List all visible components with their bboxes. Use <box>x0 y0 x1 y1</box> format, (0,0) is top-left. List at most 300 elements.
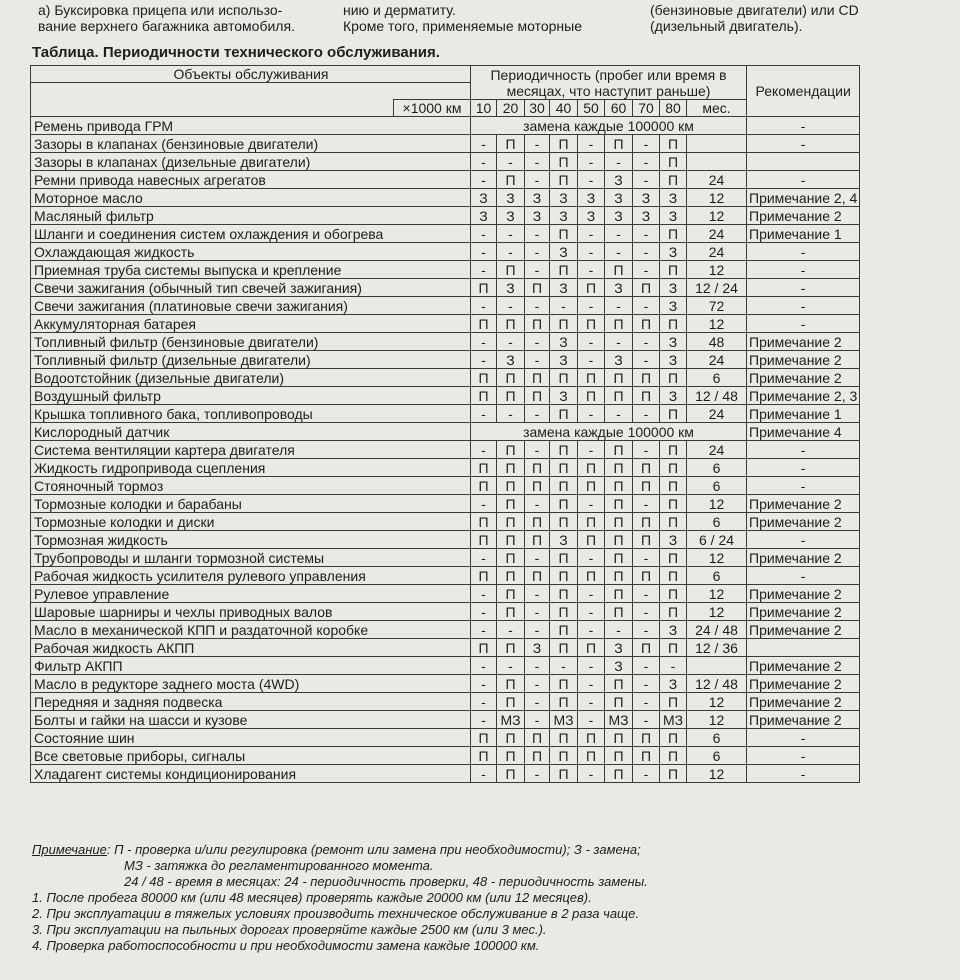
row-interval-cell: - <box>497 153 525 171</box>
legend-line-3: 24 / 48 - время в месяцах: 24 - периодичность проверки, 48 - периодичность замены. <box>124 874 648 889</box>
row-interval-cell: З <box>550 387 578 405</box>
row-interval-cell: П <box>471 729 497 747</box>
table-row <box>31 585 860 603</box>
row-interval-cell: З <box>578 189 605 207</box>
row-interval-cell: - <box>525 549 550 567</box>
row-recommendation: - <box>747 243 860 261</box>
row-recommendation: Примечание 2 <box>747 711 860 729</box>
row-interval-cell: З <box>525 207 550 225</box>
row-item-name: Зазоры в клапанах (бензиновые двигатели) <box>31 135 471 153</box>
row-interval-cell: П <box>497 315 525 333</box>
row-months-cell: 24 <box>687 405 747 423</box>
row-interval-cell: П <box>605 387 633 405</box>
row-interval-cell: П <box>660 567 687 585</box>
row-interval-cell: П <box>525 729 550 747</box>
row-recommendation: - <box>747 117 860 135</box>
row-interval-cell: - <box>525 171 550 189</box>
row-interval-cell: П <box>660 729 687 747</box>
notes <box>32 842 648 954</box>
row-interval-cell: - <box>497 405 525 423</box>
row-interval-cell: П <box>660 261 687 279</box>
row-interval-cell: - <box>471 675 497 693</box>
row-interval-cell: МЗ <box>550 711 578 729</box>
row-item-name: Болты и гайки на шасси и кузове <box>31 711 471 729</box>
row-interval-cell: П <box>660 369 687 387</box>
row-months-cell: 6 <box>687 513 747 531</box>
row-item-name: Масло в механической КПП и раздаточной коробке <box>31 621 471 639</box>
row-interval-cell: П <box>633 729 660 747</box>
row-interval-cell: П <box>605 549 633 567</box>
row-interval-cell: З <box>550 333 578 351</box>
row-interval-cell: П <box>525 513 550 531</box>
row-interval-cell: - <box>633 549 660 567</box>
row-interval-cell: П <box>605 513 633 531</box>
row-interval-cell: П <box>578 531 605 549</box>
row-interval-cell: П <box>550 261 578 279</box>
row-interval-cell: П <box>471 531 497 549</box>
row-interval-cell: - <box>497 225 525 243</box>
row-interval-cell: П <box>497 549 525 567</box>
row-recommendation: Примечание 2 <box>747 495 860 513</box>
row-interval-cell: П <box>471 369 497 387</box>
row-item-name: Топливный фильтр (дизельные двигатели) <box>31 351 471 369</box>
table-row <box>31 765 860 783</box>
row-interval-cell: - <box>633 351 660 369</box>
row-interval-cell: - <box>497 657 525 675</box>
row-interval-cell: П <box>550 675 578 693</box>
row-recommendation: Примечание 2, 4 <box>747 189 860 207</box>
row-months-cell: 6 <box>687 477 747 495</box>
row-item-name: Рабочая жидкость усилителя рулевого управления <box>31 567 471 585</box>
row-recommendation: Примечание 2 <box>747 549 860 567</box>
row-interval-cell: - <box>525 225 550 243</box>
row-recommendation: Примечание 2 <box>747 675 860 693</box>
row-interval-cell: П <box>471 639 497 657</box>
row-interval-cell: П <box>633 369 660 387</box>
row-interval-cell: З <box>660 531 687 549</box>
row-recommendation: Примечание 4 <box>747 423 860 441</box>
row-recommendation: - <box>747 297 860 315</box>
row-item-name: Состояние шин <box>31 729 471 747</box>
row-item-name: Ремень привода ГРМ <box>31 117 471 135</box>
row-interval-cell: П <box>471 747 497 765</box>
row-interval-cell: П <box>605 477 633 495</box>
row-recommendation: Примечание 2 <box>747 657 860 675</box>
header-objects: Объекты обслуживания <box>31 66 471 83</box>
row-interval-cell: П <box>633 747 660 765</box>
table-row <box>31 549 860 567</box>
row-interval-cell: П <box>550 369 578 387</box>
row-interval-cell: - <box>578 657 605 675</box>
row-item-name: Масляный фильтр <box>31 207 471 225</box>
row-interval-cell: П <box>497 729 525 747</box>
row-interval-cell: - <box>471 549 497 567</box>
row-interval-cell: П <box>633 477 660 495</box>
footnote: 4. Проверка работоспособности и при необходимости замена каждые 100000 км. <box>32 938 540 953</box>
row-interval-cell: П <box>660 441 687 459</box>
row-months-cell: 48 <box>687 333 747 351</box>
row-interval-cell: П <box>497 531 525 549</box>
row-interval-cell: - <box>525 153 550 171</box>
row-interval-cell: З <box>605 351 633 369</box>
row-interval-cell: З <box>633 207 660 225</box>
row-interval-cell: П <box>605 315 633 333</box>
row-interval-cell: П <box>550 693 578 711</box>
row-interval-cell: П <box>633 315 660 333</box>
row-interval-cell: П <box>550 567 578 585</box>
row-interval-cell: З <box>497 351 525 369</box>
row-interval-cell: - <box>525 657 550 675</box>
row-months-cell: 12 / 48 <box>687 387 747 405</box>
row-interval-cell: З <box>605 639 633 657</box>
row-interval-cell: З <box>497 189 525 207</box>
table-row <box>31 675 860 693</box>
row-interval-cell: П <box>525 459 550 477</box>
row-interval-cell: П <box>497 261 525 279</box>
row-interval-cell: - <box>471 765 497 783</box>
row-interval-cell: З <box>660 675 687 693</box>
table-row <box>31 621 860 639</box>
row-interval-cell: З <box>605 279 633 297</box>
row-interval-cell: - <box>578 135 605 153</box>
header-blank <box>31 100 394 117</box>
row-interval-cell: - <box>471 657 497 675</box>
top-text-column-3: (бензиновые двигатели) или CD (дизельный двигатель). <box>650 2 859 34</box>
row-item-name: Тормозные колодки и барабаны <box>31 495 471 513</box>
row-interval-cell: П <box>660 495 687 513</box>
row-interval-cell: П <box>471 459 497 477</box>
row-interval-cell: П <box>660 513 687 531</box>
row-recommendation: - <box>747 459 860 477</box>
row-interval-cell: П <box>578 729 605 747</box>
row-interval-cell: - <box>578 333 605 351</box>
row-interval-cell: П <box>633 639 660 657</box>
row-interval-cell: - <box>525 135 550 153</box>
row-item-name: Свечи зажигания (платиновые свечи зажигания) <box>31 297 471 315</box>
row-months-cell: 12 <box>687 495 747 513</box>
row-interval-cell: П <box>550 639 578 657</box>
table-heading: Таблица. Периодичности технического обслуживания. <box>32 44 440 61</box>
row-interval-cell: П <box>550 585 578 603</box>
row-interval-cell: З <box>660 351 687 369</box>
row-interval-span: замена каждые 100000 км <box>471 423 747 441</box>
footnote: 3. При эксплуатации на пыльных дорогах проверяйте каждые 2500 км (или 3 мес.). <box>32 922 547 937</box>
row-recommendation: - <box>747 441 860 459</box>
row-item-name: Стояночный тормоз <box>31 477 471 495</box>
row-interval-cell: - <box>471 297 497 315</box>
row-months-cell: 12 <box>687 693 747 711</box>
row-interval-cell: З <box>550 207 578 225</box>
row-interval-cell: П <box>605 531 633 549</box>
footnote: 1. После пробега 80000 км (или 48 месяцев) проверять каждые 20000 км (или 12 месяцев). <box>32 890 592 905</box>
table-row <box>31 513 860 531</box>
header-km-10: 10 <box>471 100 497 117</box>
row-interval-cell: П <box>471 477 497 495</box>
row-interval-cell: П <box>605 459 633 477</box>
preceding-text <box>0 0 960 36</box>
row-interval-cell: - <box>660 657 687 675</box>
maintenance-table <box>30 65 860 783</box>
row-interval-cell: - <box>471 153 497 171</box>
top-text-column-2: нию и дерматиту. Кроме того, применяемые моторные <box>343 2 583 34</box>
row-interval-cell: П <box>497 693 525 711</box>
row-interval-cell: - <box>633 603 660 621</box>
row-interval-cell: П <box>605 729 633 747</box>
table-row <box>31 531 860 549</box>
row-months-cell <box>687 657 747 675</box>
row-item-name: Водоотстойник (дизельные двигатели) <box>31 369 471 387</box>
row-interval-cell: МЗ <box>497 711 525 729</box>
row-recommendation: Примечание 2 <box>747 585 860 603</box>
row-months-cell: 12 <box>687 189 747 207</box>
table-row <box>31 297 860 315</box>
row-months-cell: 6 <box>687 369 747 387</box>
row-interval-cell: П <box>550 441 578 459</box>
row-item-name: Охлаждающая жидкость <box>31 243 471 261</box>
row-item-name: Ремни привода навесных агрегатов <box>31 171 471 189</box>
row-interval-cell: П <box>550 171 578 189</box>
row-interval-cell: - <box>633 657 660 675</box>
row-interval-cell: П <box>660 549 687 567</box>
row-interval-cell: - <box>578 351 605 369</box>
legend-line-1: Примечание: П - проверка и/или регулировка (ремонт или замена при необходимости); З - замена; <box>32 842 641 857</box>
row-interval-cell: - <box>471 711 497 729</box>
row-interval-cell: П <box>633 387 660 405</box>
row-months-cell: 12 <box>687 207 747 225</box>
row-interval-cell: - <box>471 135 497 153</box>
row-interval-cell: П <box>660 315 687 333</box>
row-item-name: Жидкость гидропривода сцепления <box>31 459 471 477</box>
row-interval-cell: П <box>578 513 605 531</box>
row-interval-cell: З <box>605 657 633 675</box>
row-interval-cell: З <box>578 207 605 225</box>
row-months-cell: 6 <box>687 567 747 585</box>
row-interval-cell: П <box>497 585 525 603</box>
row-item-name: Топливный фильтр (бензиновые двигатели) <box>31 333 471 351</box>
row-interval-cell: П <box>660 459 687 477</box>
row-interval-cell: П <box>497 369 525 387</box>
row-item-name: Трубопроводы и шланги тормозной системы <box>31 549 471 567</box>
row-interval-cell: П <box>605 585 633 603</box>
notes-title: Примечание <box>32 842 107 857</box>
row-interval-cell: П <box>578 747 605 765</box>
row-interval-cell: П <box>660 405 687 423</box>
row-interval-cell: - <box>525 243 550 261</box>
row-interval-cell: З <box>497 279 525 297</box>
row-interval-cell: - <box>471 171 497 189</box>
row-interval-cell: - <box>633 621 660 639</box>
row-interval-cell: П <box>605 747 633 765</box>
row-interval-cell: З <box>497 207 525 225</box>
row-item-name: Зазоры в клапанах (дизельные двигатели) <box>31 153 471 171</box>
row-interval-cell: - <box>633 243 660 261</box>
row-interval-cell: - <box>578 585 605 603</box>
row-interval-cell: П <box>497 135 525 153</box>
row-interval-cell: - <box>578 711 605 729</box>
row-interval-cell: П <box>525 315 550 333</box>
table-row <box>31 729 860 747</box>
table-row <box>31 315 860 333</box>
header-row-1 <box>31 66 860 83</box>
row-interval-cell: П <box>605 567 633 585</box>
table-row <box>31 207 860 225</box>
table-row <box>31 639 860 657</box>
row-months-cell: 6 / 24 <box>687 531 747 549</box>
row-interval-cell: - <box>578 693 605 711</box>
row-interval-cell: П <box>497 513 525 531</box>
row-interval-cell: - <box>633 261 660 279</box>
header-km-20: 20 <box>497 100 525 117</box>
row-item-name: Тормозная жидкость <box>31 531 471 549</box>
row-interval-cell: П <box>660 747 687 765</box>
row-months-cell: 72 <box>687 297 747 315</box>
row-recommendation: - <box>747 171 860 189</box>
row-interval-cell: П <box>471 279 497 297</box>
row-interval-cell: - <box>578 603 605 621</box>
row-interval-cell: П <box>497 675 525 693</box>
row-interval-cell: З <box>550 351 578 369</box>
row-item-name: Рабочая жидкость АКПП <box>31 639 471 657</box>
row-interval-cell: - <box>633 153 660 171</box>
row-interval-cell: П <box>550 135 578 153</box>
row-item-name: Фильтр АКПП <box>31 657 471 675</box>
row-months-cell: 6 <box>687 747 747 765</box>
row-interval-cell: МЗ <box>660 711 687 729</box>
row-interval-cell: П <box>633 459 660 477</box>
row-interval-cell: - <box>633 693 660 711</box>
row-interval-cell: - <box>471 441 497 459</box>
header-km-50: 50 <box>578 100 605 117</box>
row-interval-cell: - <box>525 711 550 729</box>
row-interval-cell: - <box>605 405 633 423</box>
row-interval-cell: П <box>550 477 578 495</box>
table-row <box>31 189 860 207</box>
row-interval-cell: - <box>525 441 550 459</box>
row-interval-cell: - <box>633 675 660 693</box>
table-row <box>31 405 860 423</box>
table-row <box>31 333 860 351</box>
row-interval-cell: З <box>660 621 687 639</box>
row-interval-cell: - <box>578 225 605 243</box>
row-months-cell: 24 <box>687 441 747 459</box>
row-interval-cell: З <box>605 189 633 207</box>
row-recommendation <box>747 639 860 657</box>
row-interval-cell: П <box>525 567 550 585</box>
row-recommendation: Примечание 2 <box>747 693 860 711</box>
header-row-3 <box>31 100 860 117</box>
row-interval-cell: - <box>471 351 497 369</box>
row-interval-cell: П <box>660 153 687 171</box>
row-item-name: Хладагент системы кондиционирования <box>31 765 471 783</box>
row-recommendation: - <box>747 477 860 495</box>
row-interval-cell: - <box>525 261 550 279</box>
row-interval-cell: З <box>525 189 550 207</box>
row-interval-cell: - <box>471 693 497 711</box>
row-interval-cell: П <box>497 765 525 783</box>
row-item-name: Крышка топливного бака, топливопроводы <box>31 405 471 423</box>
row-recommendation: Примечание 2 <box>747 207 860 225</box>
row-item-name: Система вентиляции картера двигателя <box>31 441 471 459</box>
row-interval-cell: З <box>660 243 687 261</box>
row-interval-cell: П <box>497 603 525 621</box>
row-interval-cell: П <box>578 387 605 405</box>
row-interval-cell: П <box>550 747 578 765</box>
row-interval-cell: - <box>525 495 550 513</box>
row-interval-cell: - <box>471 603 497 621</box>
table-row <box>31 423 860 441</box>
row-interval-cell: П <box>660 639 687 657</box>
row-interval-cell: З <box>660 207 687 225</box>
row-interval-cell: - <box>633 225 660 243</box>
row-months-cell <box>687 153 747 171</box>
row-interval-cell: - <box>633 405 660 423</box>
row-item-name: Аккумуляторная батарея <box>31 315 471 333</box>
header-km-80: 80 <box>660 100 687 117</box>
row-interval-cell: П <box>660 585 687 603</box>
row-item-name: Все световые приборы, сигналы <box>31 747 471 765</box>
row-interval-cell: - <box>633 171 660 189</box>
row-interval-cell: П <box>633 567 660 585</box>
row-interval-cell: - <box>525 585 550 603</box>
row-interval-cell: - <box>633 711 660 729</box>
row-recommendation: Примечание 2 <box>747 333 860 351</box>
row-recommendation: - <box>747 315 860 333</box>
table-row <box>31 351 860 369</box>
row-months-cell: 24 <box>687 225 747 243</box>
table-row <box>31 747 860 765</box>
row-interval-cell: П <box>578 459 605 477</box>
row-interval-cell: - <box>525 765 550 783</box>
row-interval-cell: З <box>550 189 578 207</box>
row-months-cell: 24 / 48 <box>687 621 747 639</box>
table-row <box>31 225 860 243</box>
row-interval-cell: - <box>578 549 605 567</box>
row-interval-cell: П <box>497 495 525 513</box>
row-interval-cell: - <box>605 225 633 243</box>
row-interval-cell: П <box>660 765 687 783</box>
row-interval-cell: П <box>605 765 633 783</box>
row-interval-cell: П <box>525 747 550 765</box>
row-interval-cell: - <box>525 405 550 423</box>
header-km-60: 60 <box>605 100 633 117</box>
footnote: 2. При эксплуатации в тяжелых условиях производить техническое обслуживание в 2 раза чаще. <box>32 906 639 921</box>
row-interval-cell: П <box>660 477 687 495</box>
row-item-name: Воздушный фильтр <box>31 387 471 405</box>
row-interval-cell: - <box>605 297 633 315</box>
row-interval-cell: З <box>525 639 550 657</box>
row-interval-cell: П <box>578 567 605 585</box>
row-interval-cell: З <box>550 279 578 297</box>
row-interval-cell: - <box>497 243 525 261</box>
table-row <box>31 117 860 135</box>
row-item-name: Масло в редукторе заднего моста (4WD) <box>31 675 471 693</box>
row-interval-cell: П <box>605 369 633 387</box>
row-interval-cell: - <box>550 297 578 315</box>
legend-line-2: МЗ - затяжка до регламентированного момента. <box>124 858 434 873</box>
row-recommendation: Примечание 2 <box>747 603 860 621</box>
row-interval-cell: - <box>525 675 550 693</box>
table-row <box>31 279 860 297</box>
row-interval-cell: П <box>550 729 578 747</box>
row-interval-cell: П <box>605 693 633 711</box>
row-recommendation: Примечание 2 <box>747 513 860 531</box>
header-recommendations: Рекомендации <box>747 66 860 117</box>
row-recommendation: - <box>747 765 860 783</box>
row-interval-cell: П <box>525 369 550 387</box>
row-interval-cell: П <box>605 261 633 279</box>
row-recommendation: - <box>747 135 860 153</box>
row-interval-cell: - <box>471 585 497 603</box>
